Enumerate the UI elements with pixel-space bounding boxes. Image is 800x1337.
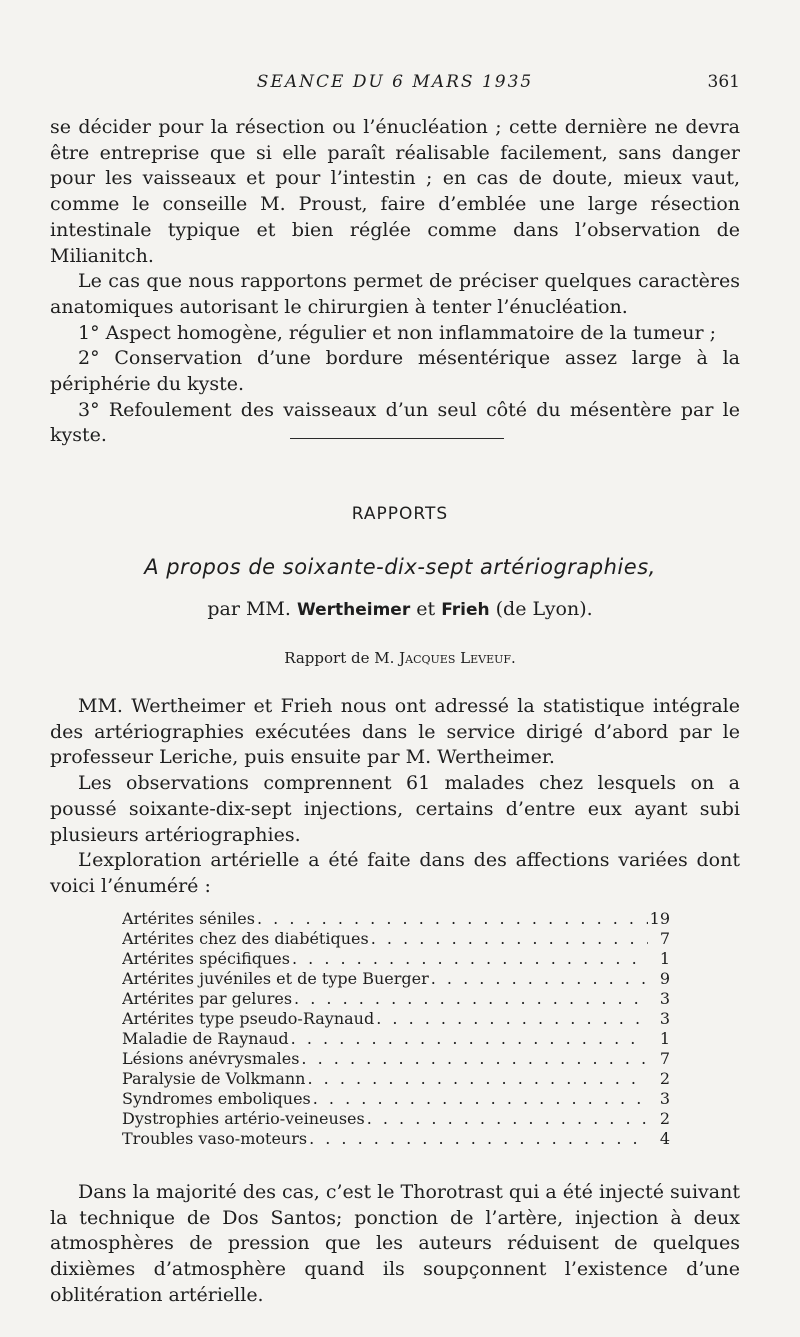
affection-label: Paralysie de Volkmann — [122, 1069, 306, 1088]
affection-label: Artérites type pseudo-Raynaud — [122, 1009, 375, 1028]
author-name: Frieh — [441, 600, 490, 620]
list-item — [122, 1089, 670, 1109]
affection-label: Syndromes emboliques — [122, 1089, 311, 1108]
rapporteur-name: Jacques Leveuf. — [399, 649, 516, 667]
list-item — [122, 969, 670, 989]
paragraph: Dans la majorité des cas, c’est le Thorotrast qui a été injecté suivant la technique de Dos Santos; ponction de l’artère, injection à deux atmosphères de pression que les auteurs réduisent de quelques dixièmes d’atmosphère quand ils soupçonnent l’existence d’une oblitération artérielle. — [50, 1181, 740, 1306]
paragraph: se décider pour la résection ou l’énucléation ; cette dernière ne devra être entreprise que si elle paraît réalisable facilement, sans danger pour les vaisseaux et pour l’intestin ; en cas de doute, mieux vaut, comme le conseille M. Proust, faire d’emblée une large résection intestinale typique et bien réglée comme dans l’observation de Milianitch. — [50, 116, 740, 267]
leader-dots — [374, 1009, 648, 1029]
section-divider — [290, 438, 504, 439]
list-item — [122, 929, 670, 949]
list-item — [122, 949, 670, 969]
list-point: 2° Conservation d’une bordure mésentérique assez large à la périphérie du kyste. — [50, 347, 740, 396]
leader-dots — [290, 949, 648, 969]
affection-count: 9 — [659, 969, 670, 988]
list-item — [122, 1049, 670, 1069]
section-heading: RAPPORTS — [351, 504, 449, 524]
affection-label: Artérites séniles — [122, 909, 255, 928]
affection-label: Troubles vaso-moteurs — [122, 1129, 308, 1148]
affection-label: Artérites juvéniles et de type Buerger — [122, 969, 429, 988]
leader-dots — [365, 1109, 648, 1129]
report-byline — [0, 649, 800, 667]
leader-dots — [289, 1029, 648, 1049]
article-authors — [0, 598, 800, 620]
list-item — [122, 1109, 670, 1129]
running-header — [50, 72, 740, 96]
affection-count: 2 — [659, 1109, 670, 1128]
affection-count: 3 — [659, 989, 670, 1008]
affection-count: 19 — [649, 909, 670, 928]
list-item — [122, 1009, 670, 1029]
list-item — [122, 1029, 670, 1049]
leader-dots — [307, 1129, 648, 1149]
leader-dots — [255, 909, 648, 929]
authors-prefix: par MM. — [207, 598, 291, 620]
report-prefix: Rapport de M. — [284, 649, 395, 667]
affection-label: Artérites spécifiques — [122, 949, 290, 968]
author-location: (de Lyon). — [495, 598, 593, 620]
leader-dots — [292, 989, 648, 1009]
affection-label: Dystrophies artério-veineuses — [122, 1109, 365, 1128]
list-point: 1° Aspect homogène, régulier et non inflammatoire de la tumeur ; — [78, 321, 717, 344]
affection-label: Maladie de Raynaud — [122, 1029, 289, 1048]
list-item — [122, 1069, 670, 1089]
affection-count: 1 — [659, 949, 670, 968]
affection-label: Artérites par gelures — [122, 989, 293, 1008]
leader-dots — [299, 1049, 648, 1069]
list-item — [122, 1129, 670, 1149]
paragraph: MM. Wertheimer et Frieh nous ont adressé la statistique intégrale des artériographies exécutées dans le service dirigé d’abord par le professeur Leriche, puis ensuite par M. Wertheimer. — [50, 695, 740, 769]
article-title: A propos de soixante-dix-sept artériographies, — [144, 555, 656, 579]
leader-dots — [311, 1089, 648, 1109]
paragraph: Le cas que nous rapportons permet de préciser quelques caractères anatomiques autorisant le chirurgien à tenter l’énucléation. — [50, 270, 740, 318]
list-point: 3° Refoulement des vaisseaux d’un seul côté du mésentère par le kyste. — [50, 398, 740, 447]
list-item — [122, 989, 670, 1009]
intro-text — [50, 115, 740, 449]
closing-text — [50, 1180, 740, 1309]
list-item — [122, 909, 670, 929]
affection-count: 7 — [659, 1049, 670, 1068]
affection-count: 2 — [659, 1069, 670, 1088]
affection-count: 7 — [659, 929, 670, 948]
leader-dots — [305, 1069, 648, 1089]
affection-label: Lésions anévrysmales — [122, 1049, 300, 1068]
affection-count: 3 — [659, 1089, 670, 1108]
paragraph: Les observations comprennent 61 malades chez lesquels on a poussé soixante-dix-sept injections, certains d’entre eux ayant subi plusieurs artériographies. — [50, 772, 740, 846]
leader-dots — [429, 969, 648, 989]
affection-count: 3 — [659, 1009, 670, 1028]
body-text — [50, 694, 740, 900]
leader-dots — [369, 929, 648, 949]
paragraph: L’exploration artérielle a été faite dans des affections variées dont voici l’énuméré : — [50, 849, 740, 897]
affection-count: 4 — [659, 1129, 670, 1148]
authors-conjunction: et — [416, 598, 436, 620]
page-number: 361 — [707, 72, 740, 92]
affection-label: Artérites chez des diabétiques — [122, 929, 369, 948]
affection-count: 1 — [659, 1029, 670, 1048]
affections-list — [122, 909, 670, 1149]
author-name: Wertheimer — [296, 600, 411, 620]
header-title: SEANCE DU 6 MARS 1935 — [256, 72, 534, 92]
